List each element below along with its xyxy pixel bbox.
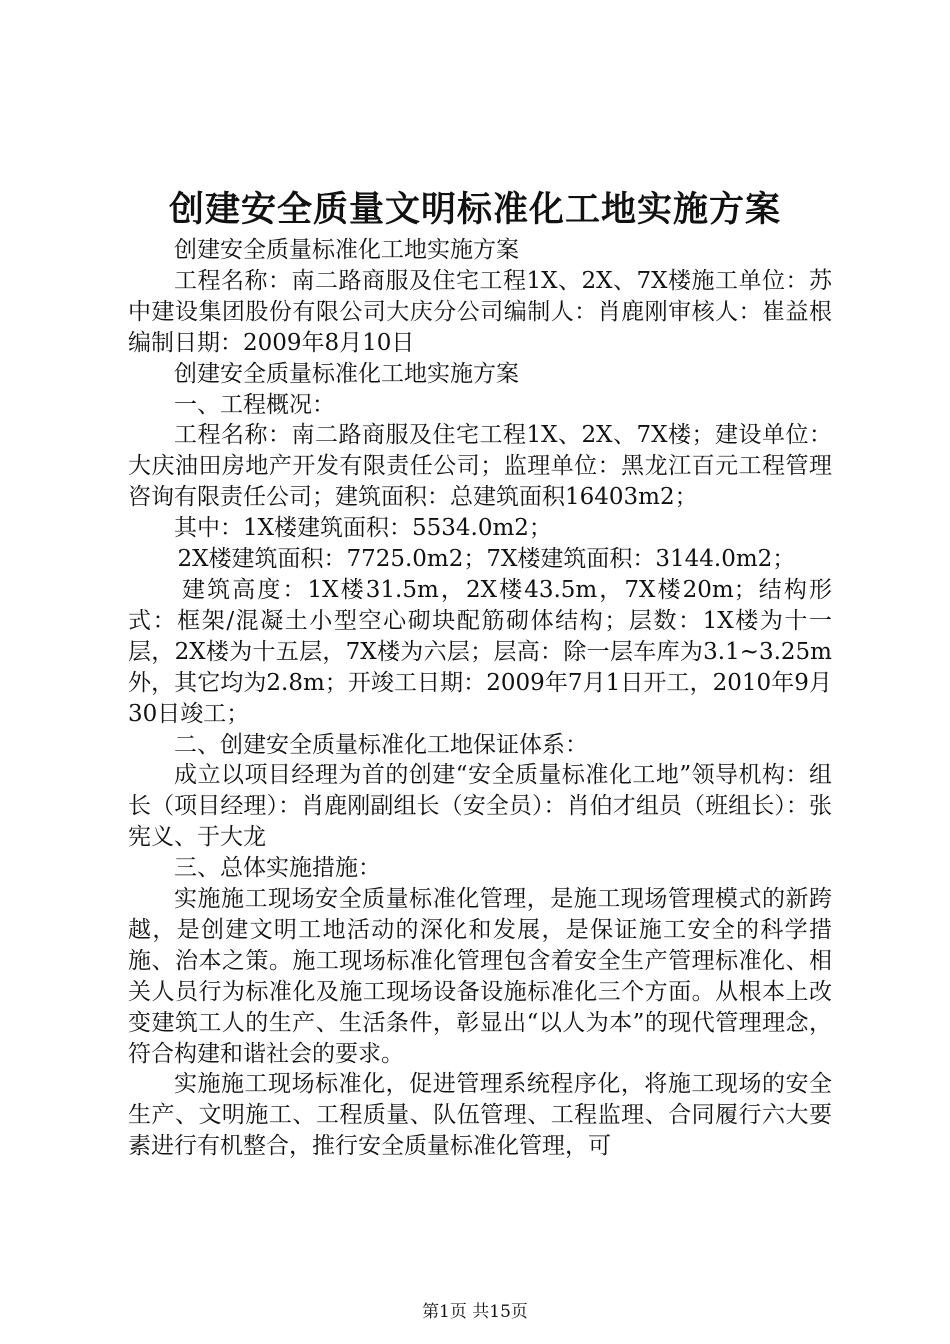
- document-body: [128, 235, 832, 1162]
- paragraph-overview: 工程名称：南二路商服及住宅工程1X、2X、7X楼；建设单位：大庆油田房地产开发有限责任公司；监理单位：黑龙江百元工程管理咨询有限责任公司；建筑面积：总建筑面积16403m2；: [128, 422, 832, 511]
- section-heading-measures: 三、总体实施措施：: [174, 855, 381, 882]
- paragraph-area-2x-7x: 2X楼建筑面积：7725.0m2；7X楼建筑面积：3144.0m2；: [177, 546, 796, 573]
- page-footer: 第1页 共15页: [422, 1302, 528, 1322]
- section-heading-overview: 一、工程概况：: [174, 391, 335, 418]
- paragraph-measures-1: 实施施工现场安全质量标准化管理，是施工现场管理模式的新跨越，是创建文明工地活动的深化和发展，是保证施工安全的科学措施、治本之策。施工现场标准化管理包含着安全生产管理标准化、相关人员行为标准化及施工现场设备设施标准化三个方面。从根本上改变建筑工人的生产、生活条件，彰显出“以人为本”的现代管理理念，符合构建和谐社会的要求。: [128, 886, 832, 1067]
- paragraph-subtitle: 创建安全质量标准化工地实施方案: [174, 237, 519, 263]
- paragraph-subtitle-repeat: 创建安全质量标准化工地实施方案: [174, 360, 519, 387]
- paragraph-project-info: 工程名称：南二路商服及住宅工程1X、2X、7X楼施工单位：苏中建设集团股份有限公司大庆分公司编制人：肖鹿刚审核人：崔益根编制日期：2009年8月10日: [128, 267, 832, 356]
- paragraph-leadership: 成立以项目经理为首的创建“安全质量标准化工地”领导机构：组长（项目经理）：肖鹿刚副组长（安全员）：肖伯才组员（班组长）：张宪义、于大龙: [128, 762, 832, 851]
- document-title: 创建安全质量文明标准化工地实施方案: [168, 189, 781, 230]
- section-heading-guarantee: 二、创建安全质量标准化工地保证体系：: [174, 731, 588, 758]
- paragraph-area-1x: 其中：1X楼建筑面积：5534.0m2；: [174, 515, 552, 542]
- paragraph-measures-2: 实施施工现场标准化，促进管理系统程序化，将施工现场的安全生产、文明施工、工程质量、队伍管理、工程监理、合同履行六大要素进行有机整合，推行安全质量标准化管理，可: [128, 1071, 832, 1160]
- paragraph-building-height: 建筑高度：1X楼31.5m，2X楼43.5m，7X楼20m；结构形式：框架/混凝土小型空心砌块配筋砌体结构；层数：1X楼为十一层，2X楼为十五层，7X楼为六层；层高：除一层车库为3.1~3.25m外，其它均为2.8m；开竣工日期：2009年7月1日开工，2010年9月30日竣工；: [128, 576, 832, 727]
